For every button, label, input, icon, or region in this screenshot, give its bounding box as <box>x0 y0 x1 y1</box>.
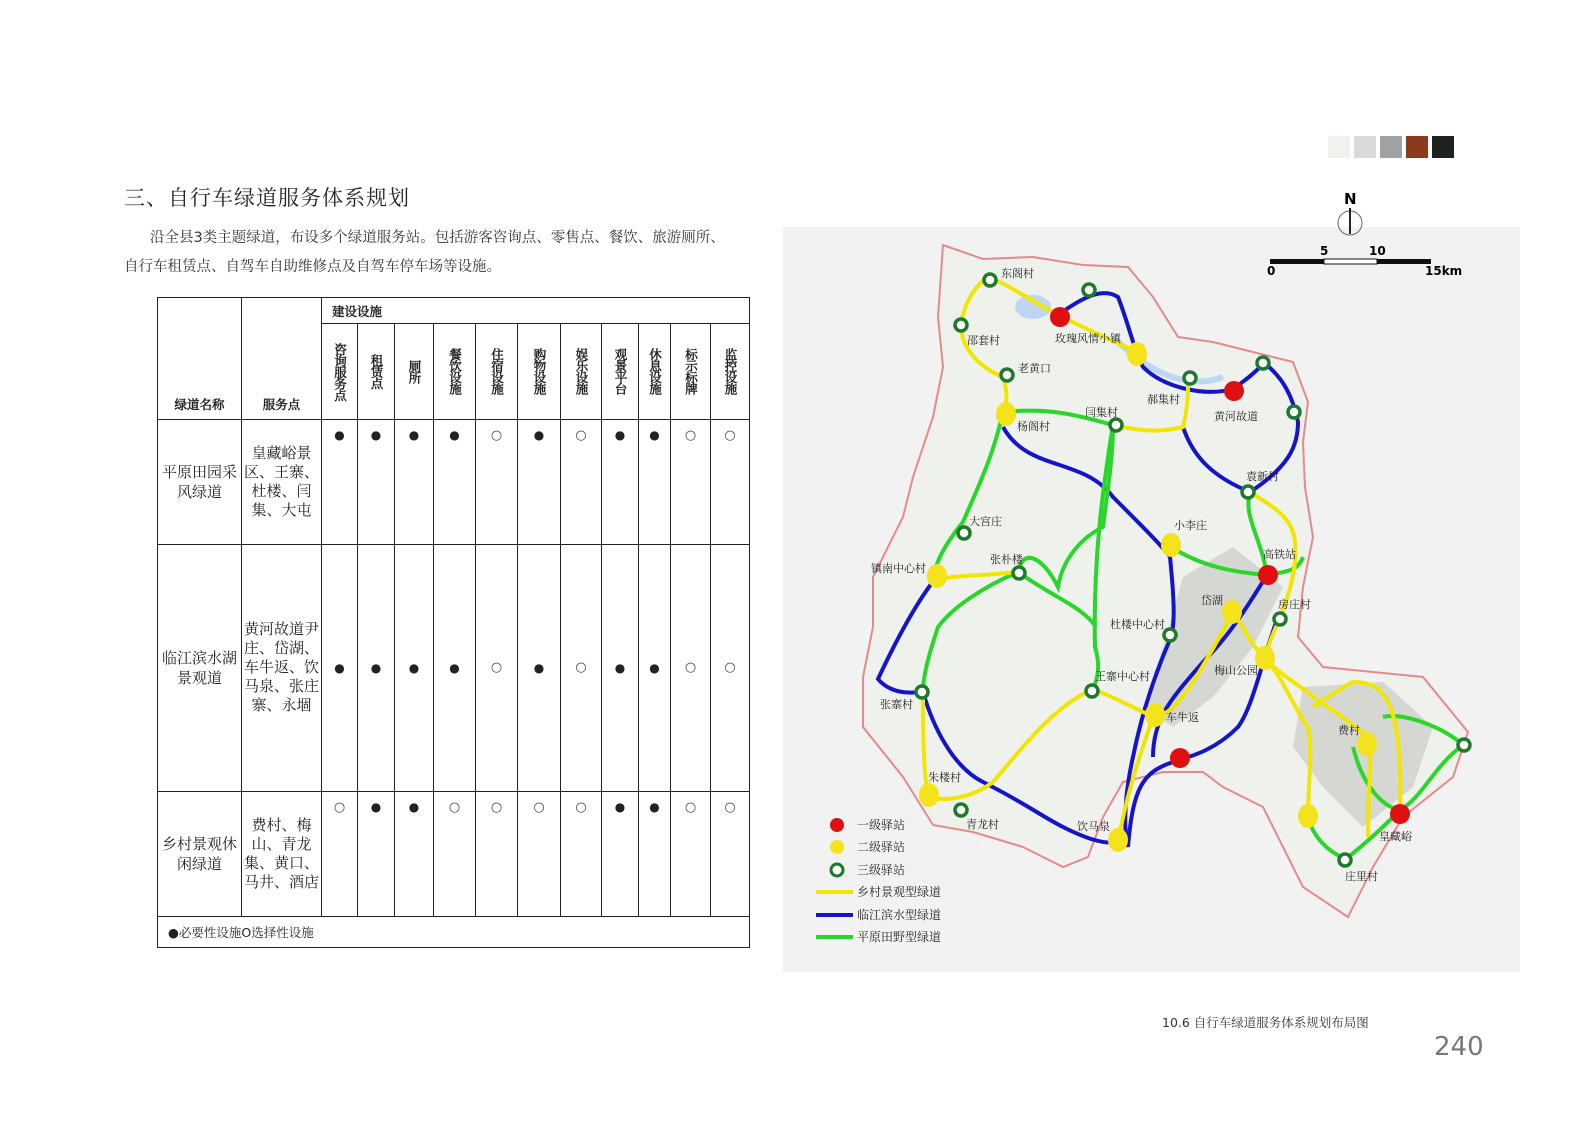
page-number: 240 <box>1434 1032 1484 1062</box>
place-label: 杨阁村 <box>1017 420 1050 433</box>
place-label: 朱楼村 <box>928 771 961 784</box>
facility-header: 娱乐设施 <box>561 324 602 420</box>
level1-station <box>1258 565 1278 585</box>
header-service-points: 服务点 <box>242 298 322 420</box>
level3-station <box>1164 629 1176 641</box>
legend-label: 二级驿站 <box>857 840 906 854</box>
level3-station <box>1184 372 1196 384</box>
facility-mark: ○ <box>476 792 518 917</box>
facility-mark: ● <box>322 419 358 544</box>
north-arrow-symbol <box>1330 188 1370 238</box>
facility-header: 住宿设施 <box>476 324 518 420</box>
level3-station <box>916 686 928 698</box>
level2-station <box>1298 804 1318 828</box>
facility-mark: ● <box>518 544 561 792</box>
place-label: 镇南中心村 <box>871 562 926 575</box>
facility-mark: ○ <box>434 792 476 917</box>
level3-station <box>1086 685 1098 697</box>
facility-mark: ● <box>358 419 395 544</box>
place-label: 袁新村 <box>1246 470 1279 483</box>
table-note-row <box>158 916 750 947</box>
level2-station <box>1222 600 1242 624</box>
level1-station <box>1224 381 1244 401</box>
figure-caption: 10.6 自行车绿道服务体系规划布局图 <box>1162 1015 1369 1030</box>
facility-mark: ○ <box>711 792 750 917</box>
facility-header: 厕所 <box>395 324 434 420</box>
header-greenway-name: 绿道名称 <box>158 298 242 420</box>
level2-station <box>1108 828 1128 852</box>
facility-header: 餐饮设施 <box>434 324 476 420</box>
service-points: 黄河故道尹庄、岱湖、车牛返、饮马泉、张庄寨、永堌 <box>242 544 322 792</box>
level3-station <box>1339 854 1351 866</box>
place-label: 邵套村 <box>967 334 1000 347</box>
scale-label: 15km <box>1425 264 1463 278</box>
facility-header: 租赁点 <box>358 324 395 420</box>
place-label: 黄河故道 <box>1214 410 1258 423</box>
intro-line: 自行车租赁点、自驾车自助维修点及自驾车停车场等设施。 <box>124 259 501 275</box>
place-label: 杜楼中心村 <box>1110 618 1165 631</box>
legend-red-dot <box>830 818 844 832</box>
level2-station <box>1357 732 1377 756</box>
swatch <box>1406 136 1428 158</box>
facility-mark: ○ <box>518 792 561 917</box>
facility-mark: ○ <box>561 792 602 917</box>
facility-mark: ● <box>639 544 671 792</box>
facility-mark: ● <box>639 792 671 917</box>
level2-station <box>1255 646 1275 670</box>
facility-mark: ○ <box>476 419 518 544</box>
legend-label: 一级驿站 <box>857 818 906 832</box>
level3-station <box>1013 567 1025 579</box>
facility-mark: ● <box>518 419 561 544</box>
level3-station <box>955 319 967 331</box>
facility-mark: ● <box>358 792 395 917</box>
level3-station <box>958 527 970 539</box>
facility-table <box>157 297 750 948</box>
facility-mark: ○ <box>671 544 711 792</box>
intro-paragraph <box>124 224 774 282</box>
level3-station <box>1288 406 1300 418</box>
table-note: ●必要性设施O选择性设施 <box>158 916 750 947</box>
level2-station <box>1161 533 1181 557</box>
place-label: 车牛返 <box>1166 711 1199 724</box>
facility-header: 观景平台 <box>602 324 639 420</box>
facility-mark: ● <box>639 419 671 544</box>
swatch <box>1380 136 1402 158</box>
place-label: 小李庄 <box>1174 519 1207 532</box>
facility-mark: ● <box>434 419 476 544</box>
place-label: 张寨村 <box>880 698 913 711</box>
legend-yellow-dot <box>830 840 844 854</box>
facility-mark: ● <box>358 544 395 792</box>
place-label: 青龙村 <box>966 818 999 831</box>
place-label: 饮马泉 <box>1077 820 1110 833</box>
legend-label: 临江滨水型绿道 <box>857 908 942 922</box>
facility-header: 购物设施 <box>518 324 561 420</box>
facility-mark: ○ <box>671 792 711 917</box>
facility-mark: ● <box>395 544 434 792</box>
place-label: 闫集村 <box>1085 406 1118 419</box>
place-label: 大宫庄 <box>969 515 1002 528</box>
facility-mark: ● <box>602 419 639 544</box>
place-label: 梅山公园 <box>1214 664 1258 677</box>
place-label: 玫瑰风情小镇 <box>1055 332 1121 345</box>
level2-station <box>996 402 1016 426</box>
facility-mark: ○ <box>711 419 750 544</box>
swatch <box>1354 136 1376 158</box>
level3-station <box>1257 357 1269 369</box>
greenway-map <box>783 227 1520 972</box>
level3-station <box>955 804 967 816</box>
table-row <box>158 419 750 544</box>
swatch <box>1328 136 1350 158</box>
facility-mark: ● <box>395 792 434 917</box>
legend-label: 乡村景观型绿道 <box>857 885 942 899</box>
level3-station <box>984 274 996 286</box>
facility-mark: ● <box>322 544 358 792</box>
level1-station <box>1050 307 1070 327</box>
place-label: 老黄口 <box>1018 362 1051 375</box>
level1-station <box>1170 748 1190 768</box>
scale-label: 10 <box>1369 244 1386 258</box>
facility-mark: ○ <box>711 544 750 792</box>
facility-mark: ● <box>395 419 434 544</box>
place-label: 皇藏峪 <box>1379 830 1412 843</box>
facility-mark: ○ <box>671 419 711 544</box>
service-points: 费村、梅山、青龙集、黄口、马井、酒店 <box>242 792 322 917</box>
facility-header: 休息设施 <box>639 324 671 420</box>
place-label: 王寨中心村 <box>1095 670 1150 683</box>
place-label: 岱湖 <box>1201 594 1223 607</box>
section-heading: 三、自行车绿道服务体系规划 <box>124 186 410 210</box>
map-canvas <box>783 227 1520 972</box>
level3-station <box>1001 369 1013 381</box>
place-label: 东阁村 <box>1001 267 1034 280</box>
scale-label: 5 <box>1320 244 1329 258</box>
facility-mark: ● <box>602 544 639 792</box>
greenway-name: 临江滨水湖景观道 <box>158 544 242 792</box>
facility-mark: ● <box>602 792 639 917</box>
facility-header: 监控设施 <box>711 324 750 420</box>
color-swatches <box>1328 136 1454 158</box>
scale-label: 0 <box>1267 264 1276 278</box>
place-label: 庄里村 <box>1345 870 1378 883</box>
header-facilities-group: 建设设施 <box>322 298 750 324</box>
place-label: 郝集村 <box>1147 393 1180 406</box>
place-label: 房庄村 <box>1278 598 1311 611</box>
level2-station <box>919 783 939 807</box>
level3-station <box>1083 284 1095 296</box>
greenway-name: 平原田园采风绿道 <box>158 419 242 544</box>
facility-mark: ○ <box>561 419 602 544</box>
table-row <box>158 544 750 792</box>
facility-mark: ○ <box>561 544 602 792</box>
level3-station <box>1242 486 1254 498</box>
facility-mark: ○ <box>476 544 518 792</box>
map-legend <box>816 817 941 944</box>
level2-station <box>927 564 947 588</box>
place-label: 高铁站 <box>1263 548 1296 561</box>
north-label: N <box>1344 190 1357 208</box>
level2-station <box>1145 703 1165 727</box>
legend-label: 平原田野型绿道 <box>857 930 942 944</box>
facility-mark: ● <box>434 544 476 792</box>
place-label: 费村 <box>1338 724 1360 737</box>
greenway-name: 乡村景观休闲绿道 <box>158 792 242 917</box>
facility-header: 标示标牌 <box>671 324 711 420</box>
legend-green-ring <box>831 864 843 876</box>
level3-station <box>1458 739 1470 751</box>
facility-mark: ○ <box>322 792 358 917</box>
level3-station <box>1110 419 1122 431</box>
service-points: 皇藏峪景区、王寨、杜楼、闫集、大屯 <box>242 419 322 544</box>
swatch <box>1432 136 1454 158</box>
table-row <box>158 792 750 917</box>
scale-bar <box>1267 244 1462 278</box>
facility-header: 咨询服务点 <box>322 324 358 420</box>
legend-label: 三级驿站 <box>857 863 906 877</box>
county-boundary <box>863 245 1468 917</box>
level1-station <box>1390 804 1410 824</box>
level3-station <box>1274 613 1286 625</box>
level2-station <box>1127 342 1147 366</box>
place-label: 张朴楼 <box>990 553 1023 566</box>
intro-line: 沿全县3类主题绿道，布设多个绿道服务站。包括游客咨询点、零售点、餐饮、旅游厕所、 <box>150 230 725 246</box>
